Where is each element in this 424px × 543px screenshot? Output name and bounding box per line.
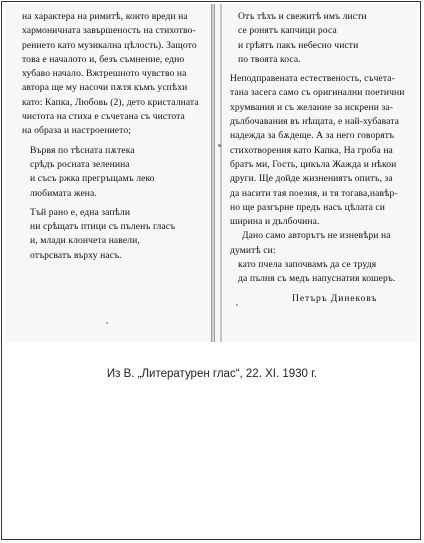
source-caption: Из В. „Литературен глас“, 22. XI. 1930 г.: [106, 368, 318, 380]
text-line: братъ ми, Гость, цикъла Жажда и нѣкои: [230, 158, 397, 170]
text-line: да насити тая поезия, и тя тогава,навѣр-: [230, 187, 398, 199]
text-line: хубаво начало. Вжтрешното чувство на: [22, 68, 187, 80]
left-column: [22, 10, 202, 263]
text-line: на образа и настроението;: [22, 125, 131, 137]
text-line: автора ще му насочи пѫтя къмъ успѣхи: [22, 82, 188, 94]
poem-line: се ронятъ капчици роса: [238, 25, 337, 37]
text-line: като: Капка, Любовь (2), дето кристалната: [22, 96, 199, 108]
poem-line: като пчела започвамъ да се трудя: [238, 259, 377, 271]
poem-line: по твоята коса.: [238, 53, 301, 65]
right-column: [230, 10, 410, 306]
poem-line: ни срѣщатъ птици съ пъленъ гласъ: [30, 221, 176, 233]
text-line: думитѣ си:: [230, 244, 276, 256]
text-line: чистота на стиха е съчетана съ чистота: [22, 111, 185, 123]
page-frame: [1, 1, 421, 540]
text-line: стихотворения като Капка, На гроба на: [230, 144, 393, 156]
poem-line: да пълня съ медъ напуснатия кошеръ.: [238, 273, 396, 285]
poem-line: и грѣятъ пакъ небесно чисти: [238, 39, 359, 51]
poem-line: и съсъ ржка прегръщамъ леко: [30, 173, 155, 185]
text-line: това е началото и, безъ съмнение, едно: [22, 53, 185, 65]
poem-line: Вървя по тѣсната пѫтека: [30, 144, 135, 156]
author-signature: Петъръ Динековъ: [292, 292, 378, 304]
poem-line: срѣдъ росната зеленина: [30, 158, 130, 170]
column-divider: [211, 4, 215, 342]
poem-line: любимата жена.: [30, 187, 97, 199]
text-line: Неподправената естественость, съчета-: [230, 73, 395, 85]
newspaper-scan: [6, 4, 418, 342]
poem-line: отърсватъ върху насъ.: [30, 249, 122, 261]
text-line: ширина и дълбочина.: [230, 216, 320, 228]
text-line: надежда за бѫдеще. А за него говорятъ: [230, 130, 395, 142]
text-line: Дано само авторътъ не изневѣри на: [242, 230, 391, 242]
text-line: дълбочавания въ нѣщата, е най-хубавата: [230, 116, 400, 128]
text-line: рението като музикална цѣлость). Защото: [22, 39, 197, 51]
text-line: тана засега само съ оригинални поетични: [230, 87, 405, 99]
poem-line: Отъ тѣхъ и свежитѣ имъ листи: [238, 11, 367, 22]
text-line: на характера на римитѣ, които вреди на: [22, 11, 188, 22]
poem-line: Тъй рано е, една запѣли: [30, 206, 131, 218]
text-line: хармоничната завършеность на стихотво-: [22, 25, 196, 37]
poem-line: и, млади клончета навели,: [30, 235, 140, 247]
column-divider-shadow: [220, 4, 222, 342]
text-line: но ще разгърне предъ насъ цѣлата си: [230, 201, 386, 213]
text-line: други. Ще дойде жизнениятъ опитъ, за: [230, 173, 393, 185]
text-line: хрумвания и съ желание за искрени за-: [230, 101, 393, 113]
